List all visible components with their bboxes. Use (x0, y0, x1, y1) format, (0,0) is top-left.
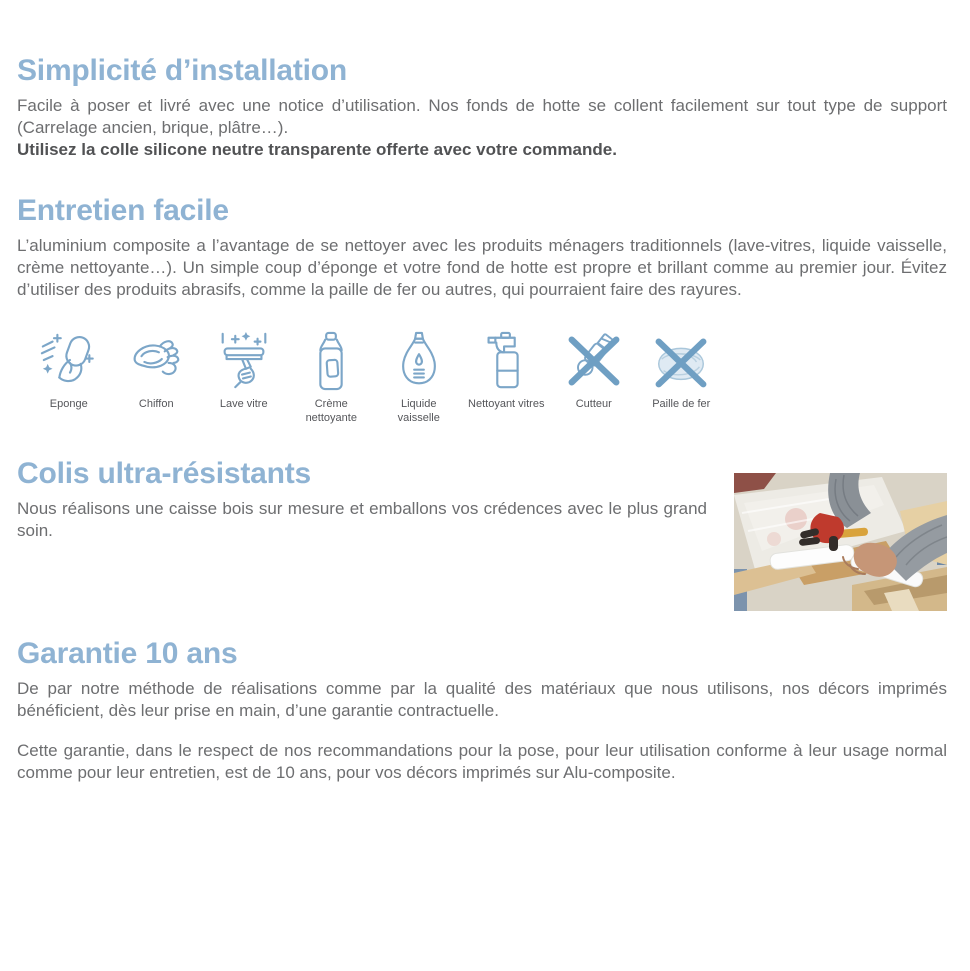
entretien-paragraph: L’aluminium composite a l’avantage de se nettoyer avec les produits ménagers traditionnels (lave-vitres, liquide vaisselle, crème nettoyante…). Un simple coup d’éponge et votre fond de hotte est propre et brillant comme au premier jour. Évitez d’utiliser des produits abrasifs, comme la paille de fer ou autres, qui pourraient faire des rayures. (17, 236, 947, 299)
packaging-photo (734, 473, 947, 611)
glass-spray-icon (475, 330, 537, 392)
icon-cell-cutteur (550, 330, 638, 425)
icon-cell-paille-de-fer (638, 330, 726, 425)
icon-cell-creme-nettoyante (288, 330, 376, 425)
dish-soap-icon (388, 330, 450, 392)
section-entretien (17, 195, 947, 425)
section-colis (17, 458, 947, 611)
steel-wool-crossed-icon (650, 330, 712, 392)
colis-paragraph: Nous réalisons une caisse bois sur mesure et emballons vos crédences avec le plus grand soin. (17, 499, 707, 540)
entretien-heading: Entretien facile (17, 194, 229, 227)
garantie-heading: Garantie 10 ans (17, 637, 238, 670)
icon-label-nettoyant-vitres: Nettoyant vitres (468, 398, 545, 410)
colis-heading: Colis ultra-résistants (17, 457, 312, 490)
icon-label-liquide-vaisselle: Liquide vaisselle (397, 398, 440, 424)
icon-cell-chiffon (113, 330, 201, 425)
section-garantie (17, 638, 947, 784)
icon-label-paille-de-fer: Paille de fer (652, 398, 711, 410)
icon-label-eponge: Eponge (49, 398, 88, 410)
garantie-paragraph-2: Cette garantie, dans le respect de nos recommandations pour la pose, pour leur utilisation conforme à leur usage normal comme pour leur entretien, est de 10 ans, pour vos décors imprimés sur Alu-composite. (17, 741, 947, 782)
installation-paragraph: Facile à poser et livré avec une notice d’utilisation. Nos fonds de hotte se collent facilement sur tout type de support (Carrelage ancien, brique, plâtre…). (17, 96, 947, 137)
installation-heading: Simplicité d’installation (17, 54, 348, 87)
icon-cell-lave-vitre (200, 330, 288, 425)
cleaning-icons-row (25, 330, 725, 425)
icon-label-creme: Lave vitre (219, 398, 268, 410)
cream-cleaner-icon (300, 330, 362, 392)
squeegee-icon (213, 330, 275, 392)
sponge-icon (38, 330, 100, 392)
icon-cell-liquide-vaisselle (375, 330, 463, 425)
icon-cell-nettoyant-vitres (463, 330, 551, 425)
cutter-crossed-icon (563, 330, 625, 392)
cloth-icon (125, 330, 187, 392)
icon-label-cutteur: Cutteur (575, 398, 612, 410)
garantie-paragraph-1: De par notre méthode de réalisations comme par la qualité des matériaux que nous utilisons, nos décors imprimés bénéficient, dès leur prise en main, d’une garantie contractuelle. (17, 679, 947, 720)
icon-cell-eponge (25, 330, 113, 425)
icon-label-chiffon: Chiffon (138, 398, 174, 410)
section-installation (17, 55, 947, 161)
icon-label-creme-nettoyante: Crème nettoyante (305, 398, 357, 424)
installation-bold-note: Utilisez la colle silicone neutre transparente offerte avec votre commande. (17, 140, 617, 159)
